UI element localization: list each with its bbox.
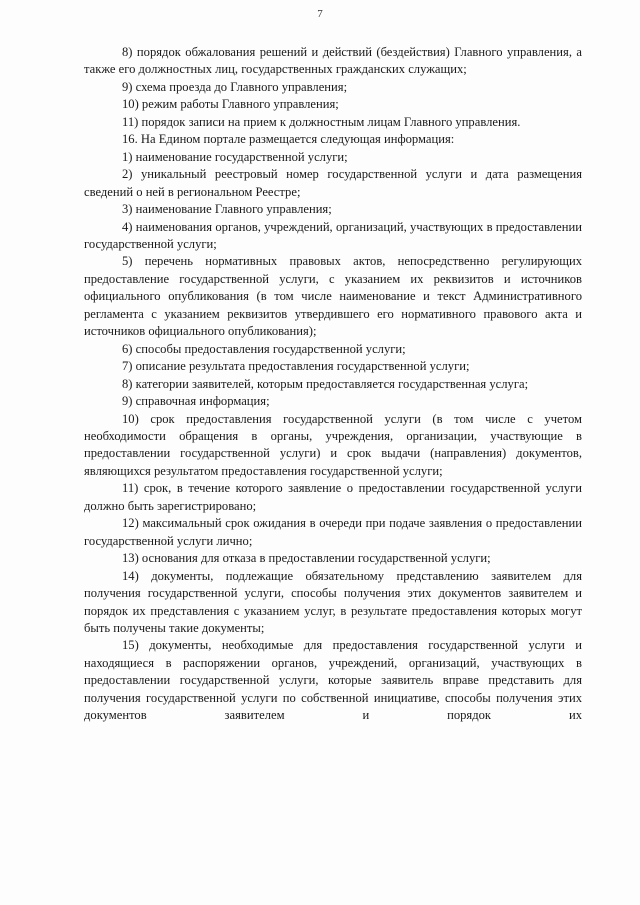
paragraph: 10) срок предоставления государственной услуги (в том числе с учетом необходимости обращения в органы, учреждения, организации, участвующие в предоставлении государственной услуги) и срок выдачи (направления) документов, являющихся результатом предоставления государственной услуги; xyxy=(84,411,582,478)
paragraph: 14) документы, подлежащие обязательному представлению заявителем для получения государственной услуги, способы получения этих документов заявителем и порядок их представления с указанием услуг, в результате предоставления которых могут быть получены такие документы; xyxy=(84,568,582,635)
document-body xyxy=(84,44,582,725)
paragraph: 11) порядок записи на прием к должностным лицам Главного управления. xyxy=(122,114,521,129)
paragraph: 1) наименование государственной услуги; xyxy=(122,149,348,164)
paragraph: 15) документы, необходимые для предоставления государственной услуги и находящиеся в распоряжении органов, учреждений, организаций, участвующих в предоставлении государственной услуги, которые заявитель вправе представить для получения государственной услуги по собственной инициативе, способы получения этих документов заявителем и порядок их xyxy=(84,638,582,723)
paragraph: 16. На Едином портале размещается следующая информация: xyxy=(122,132,455,147)
paragraph: 3) наименование Главного управления; xyxy=(122,202,332,217)
paragraph: 7) описание результата предоставления государственной услуги; xyxy=(122,359,470,374)
paragraph: 4) наименования органов, учреждений, организаций, участвующих в предоставлении государственной услуги; xyxy=(84,219,582,251)
paragraph: 12) максимальный срок ожидания в очереди при подаче заявления о предоставлении государственной услуги лично; xyxy=(84,516,582,548)
paragraph: 6) способы предоставления государственной услуги; xyxy=(122,341,406,356)
paragraph: 13) основания для отказа в предоставлении государственной услуги; xyxy=(122,551,491,566)
paragraph: 8) категории заявителей, которым предоставляется государственная услуга; xyxy=(122,376,529,391)
paragraph: 10) режим работы Главного управления; xyxy=(122,97,339,112)
paragraph: 9) схема проезда до Главного управления; xyxy=(122,79,348,94)
paragraph: 8) порядок обжалования решений и действий (бездействия) Главного управления, а также его должностных лиц, государственных гражданских служащих; xyxy=(84,45,582,77)
paragraph: 5) перечень нормативных правовых актов, непосредственно регулирующих предоставление государственной услуги, с указанием их реквизитов и источников официального опубликования (в том числе наименование и текст Административного регламента с указанием реквизитов утвердившего его нормативного правового акта и источников официального опубликования); xyxy=(84,254,582,339)
paragraph: 2) уникальный реестровый номер государственной услуги и дата размещения сведений о ней в региональном Реестре; xyxy=(84,167,582,199)
paragraph: 9) справочная информация; xyxy=(122,394,270,409)
paragraph: 11) срок, в течение которого заявление о предоставлении государственной услуги должно быть зарегистрировано; xyxy=(84,481,582,513)
page-number: 7 xyxy=(317,8,323,20)
